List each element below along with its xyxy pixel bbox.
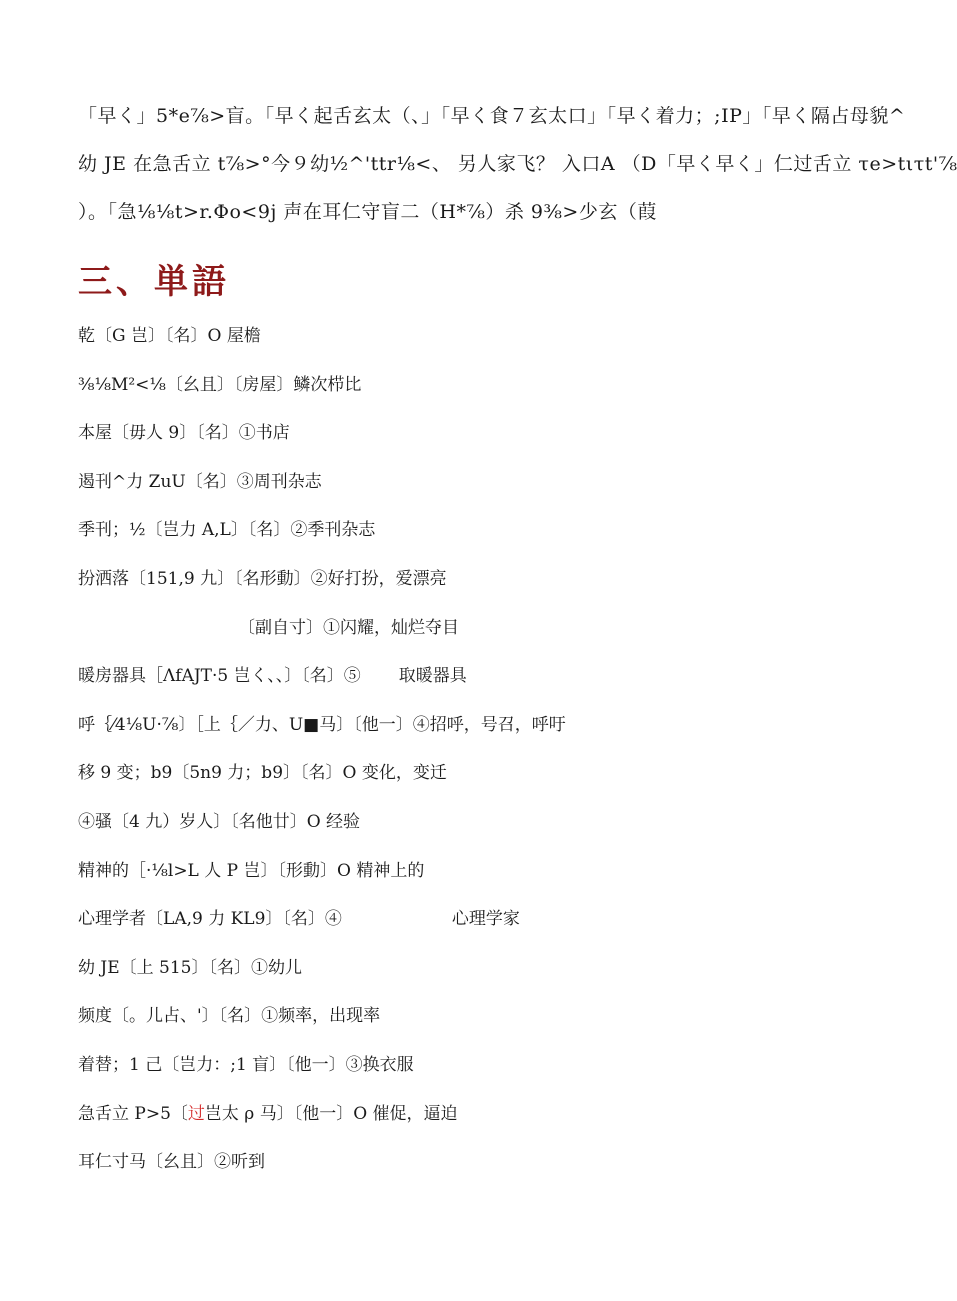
- intro-line: 幼 JE 在急舌立 t⅞>°今９幼½^'ttr⅛<、 另人家飞？ 入口A （D「早く早く」仁过舌立 τe>tιτt'⅞: [78, 153, 957, 175]
- vocab-meaning: 岂太 ρ 马〕〔他一〕O 催促，逼迫: [204, 1103, 458, 1124]
- vocab-entry: 〔副自寸〕①闪耀，灿烂夺目: [238, 617, 459, 638]
- intro-paragraph: [78, 92, 957, 236]
- vocab-entry: [78, 895, 878, 944]
- vocab-entry: 本屋〔毋人 9〕〔名〕①书店: [78, 423, 290, 444]
- vocab-entry: 频度〔。儿占、'〕〔名〕①频率，出现率: [78, 1006, 381, 1027]
- vocab-entry: 精神的［·⅛l>L 人 P 岂〕〔形動〕O 精神上的: [78, 860, 425, 881]
- vocab-entry: 遏刊^力 ZuU〔名〕③周刊杂志: [78, 471, 322, 492]
- vocab-entry: 移 9 变；b9〔5n9 力；b9〕〔名〕O 变化，变迁: [78, 763, 447, 784]
- vocab-term: 暖房器具［ΛfAJT·5 岂く、、〕〔名〕⑤: [78, 666, 361, 687]
- intro-line: 「早く」5*e⅞>盲。「早く起舌玄太（、」「早く食７玄太口」「早く着力；;IP」「早く隔占母貌^: [78, 105, 906, 127]
- vocab-term: 心理学者〔LA,9 力 KL9〕〔名〕④: [78, 909, 342, 930]
- vocab-entry: 呼｛⁄4⅛U·⅞〕［上｛／力、U■马〕〔他一〕④招呼，号召，呼吁: [78, 714, 566, 735]
- section-title: 三、単語: [78, 262, 230, 302]
- vocab-meaning: 心理学家: [451, 909, 520, 930]
- vocab-entry: [78, 1090, 878, 1139]
- vocab-entry: 季刊；½〔岂力 A,L〕〔名〕②季刊杂志: [78, 520, 376, 541]
- intro-line: ）。「急⅛⅛t>r.Φo<9j 声在耳仁守盲二（H*⅞）杀 9⅜>少玄（葭: [78, 201, 657, 223]
- vocab-entry: [78, 652, 878, 701]
- vocab-entry: ⅜⅛M²<⅛〔幺且〕〔房屋〕鳞次栉比: [78, 374, 362, 395]
- vocabulary-list: [78, 312, 878, 1187]
- vocab-term: 急舌立 P>5〔: [78, 1103, 188, 1124]
- red-character: 过: [187, 1103, 205, 1124]
- vocab-meaning: 取暖器具: [398, 666, 467, 687]
- vocab-entry: ④骚〔4 九）岁人〕〔名他廿〕O 经验: [78, 811, 361, 832]
- vocab-entry: 扮洒落〔151,9 九〕〔名形動〕②好打扮，爱漂亮: [78, 568, 447, 589]
- vocab-entry: 着替；1 己〔岂力：;1 盲〕〔他一〕③换衣服: [78, 1054, 414, 1075]
- vocab-entry: 耳仁寸马〔幺且〕②听到: [78, 1152, 265, 1173]
- vocab-entry: 乾〔G 岂〕〔名〕O 屋檐: [78, 326, 261, 346]
- vocab-entry: 幼 JE〔上 515〕〔名〕①幼儿: [78, 957, 302, 978]
